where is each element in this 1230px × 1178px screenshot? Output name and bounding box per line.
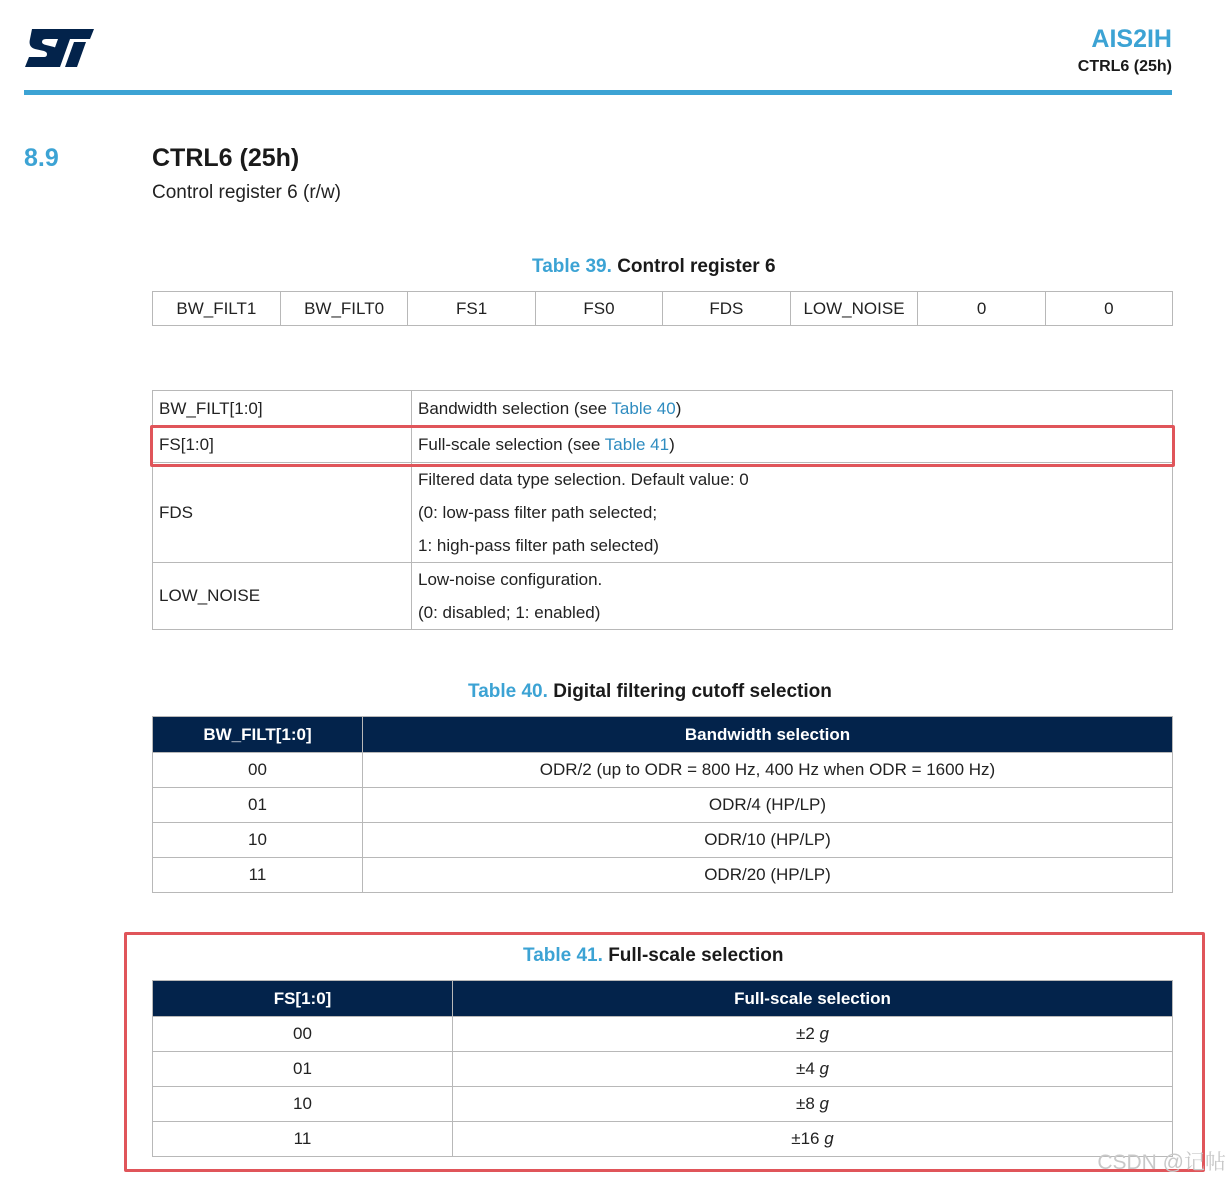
bit-cell: 0 bbox=[918, 292, 1045, 326]
digital-filtering-table bbox=[152, 716, 1173, 893]
code-cell: 01 bbox=[153, 1052, 453, 1087]
st-logo bbox=[24, 28, 98, 68]
column-header: BW_FILT[1:0] bbox=[153, 717, 363, 753]
table41-caption-title: Full-scale selection bbox=[608, 945, 784, 966]
table40-caption bbox=[468, 681, 832, 703]
bit-cell: FS1 bbox=[408, 292, 535, 326]
unit-g: g bbox=[824, 1129, 834, 1148]
table-row bbox=[153, 1087, 1173, 1122]
field-description bbox=[412, 391, 1173, 427]
field-description bbox=[412, 563, 1173, 630]
field-description-table bbox=[152, 390, 1173, 630]
column-header: FS[1:0] bbox=[153, 981, 453, 1017]
code-cell: 11 bbox=[153, 1122, 453, 1157]
full-scale-value: ±2 bbox=[796, 1024, 815, 1043]
full-scale-table bbox=[152, 980, 1173, 1157]
table-row bbox=[153, 858, 1173, 893]
bandwidth-cell: ODR/4 (HP/LP) bbox=[363, 788, 1173, 823]
code-cell: 10 bbox=[153, 1087, 453, 1122]
code-cell: 00 bbox=[153, 1017, 453, 1052]
section-title: CTRL6 (25h) bbox=[152, 144, 300, 172]
table-row bbox=[153, 823, 1173, 858]
code-cell: 10 bbox=[153, 823, 363, 858]
table-row bbox=[153, 391, 1173, 427]
table39-caption-label: Table 39. bbox=[532, 256, 612, 277]
table39-caption-title: Control register 6 bbox=[617, 256, 776, 277]
table41-caption bbox=[523, 945, 783, 967]
table-row bbox=[153, 1122, 1173, 1157]
code-cell: 11 bbox=[153, 858, 363, 893]
document-header bbox=[1078, 24, 1172, 78]
full-scale-cell bbox=[453, 1122, 1173, 1157]
section-number: 8.9 bbox=[24, 144, 59, 172]
column-header: Full-scale selection bbox=[453, 981, 1173, 1017]
bit-cell: FS0 bbox=[535, 292, 662, 326]
bit-cell: FDS bbox=[663, 292, 790, 326]
field-name: FS[1:0] bbox=[153, 427, 412, 463]
full-scale-cell bbox=[453, 1017, 1173, 1052]
control-register-table bbox=[152, 291, 1173, 326]
table-header-row bbox=[153, 717, 1173, 753]
bandwidth-cell: ODR/20 (HP/LP) bbox=[363, 858, 1173, 893]
description-text: Full-scale selection (see bbox=[418, 434, 605, 454]
code-cell: 01 bbox=[153, 788, 363, 823]
table-row bbox=[153, 427, 1173, 463]
bandwidth-cell: ODR/2 (up to ODR = 800 Hz, 400 Hz when ODR = 1600 Hz) bbox=[363, 753, 1173, 788]
field-name: LOW_NOISE bbox=[153, 563, 412, 630]
field-name: FDS bbox=[153, 463, 412, 563]
section-description: Control register 6 (r/w) bbox=[152, 182, 341, 203]
description-text: Bandwidth selection (see bbox=[418, 398, 612, 418]
field-description bbox=[412, 427, 1173, 463]
table-row bbox=[153, 463, 1173, 563]
bandwidth-cell: ODR/10 (HP/LP) bbox=[363, 823, 1173, 858]
table40-link[interactable]: Table 40 bbox=[611, 398, 676, 418]
watermark: CSDN @记帖 bbox=[1097, 1151, 1226, 1174]
column-header: Bandwidth selection bbox=[363, 717, 1173, 753]
table-header-row bbox=[153, 981, 1173, 1017]
header-rule bbox=[24, 90, 1172, 95]
full-scale-cell bbox=[453, 1052, 1173, 1087]
bit-cell: BW_FILT1 bbox=[153, 292, 281, 326]
table41-caption-label: Table 41. bbox=[523, 945, 603, 966]
description-line: (0: disabled; 1: enabled) bbox=[418, 603, 601, 622]
table-row bbox=[153, 563, 1173, 630]
description-line: 1: high-pass filter path selected) bbox=[418, 536, 659, 555]
table-row bbox=[153, 788, 1173, 823]
code-cell: 00 bbox=[153, 753, 363, 788]
field-name: BW_FILT[1:0] bbox=[153, 391, 412, 427]
register-bits-row bbox=[153, 292, 1173, 326]
description-line: Low-noise configuration. bbox=[418, 570, 603, 589]
bit-cell: LOW_NOISE bbox=[790, 292, 918, 326]
bit-cell: BW_FILT0 bbox=[280, 292, 408, 326]
unit-g: g bbox=[819, 1094, 829, 1113]
full-scale-value: ±8 bbox=[796, 1094, 815, 1113]
table40-caption-title: Digital filtering cutoff selection bbox=[553, 681, 832, 702]
document-subtitle: CTRL6 (25h) bbox=[1077, 58, 1172, 75]
bit-cell: 0 bbox=[1045, 292, 1172, 326]
table40-caption-label: Table 40. bbox=[468, 681, 548, 702]
table-row bbox=[153, 1052, 1173, 1087]
description-text: ) bbox=[669, 434, 675, 454]
table-row bbox=[153, 1017, 1173, 1052]
full-scale-value: ±4 bbox=[796, 1059, 815, 1078]
unit-g: g bbox=[819, 1059, 829, 1078]
description-text: ) bbox=[675, 398, 682, 418]
table41-link[interactable]: Table 41 bbox=[604, 434, 670, 454]
document-title: AIS2IH bbox=[1091, 25, 1172, 53]
unit-g: g bbox=[819, 1024, 829, 1043]
description-line: (0: low-pass filter path selected; bbox=[418, 503, 658, 522]
table-row bbox=[153, 753, 1173, 788]
table39-caption bbox=[532, 256, 776, 278]
full-scale-value: ±16 bbox=[791, 1129, 820, 1148]
full-scale-cell bbox=[453, 1087, 1173, 1122]
description-line: Filtered data type selection. Default value: 0 bbox=[418, 470, 749, 489]
field-description bbox=[412, 463, 1173, 563]
